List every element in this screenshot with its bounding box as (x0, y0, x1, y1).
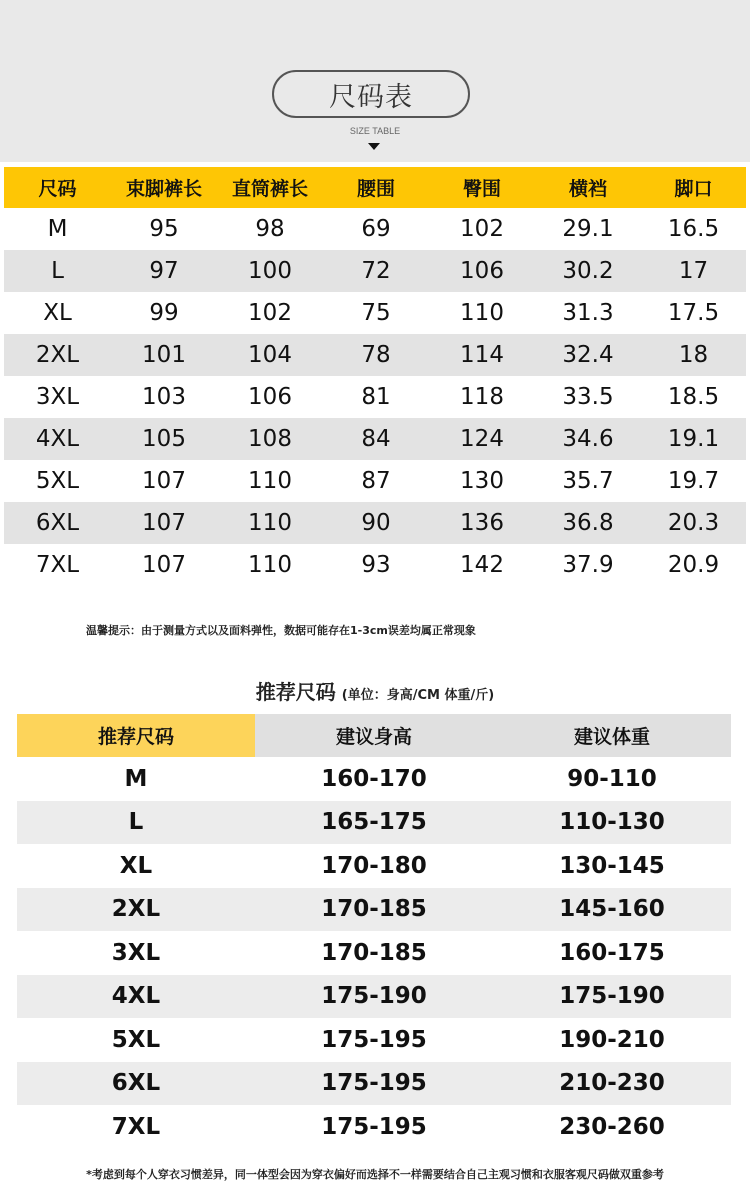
table-row (4, 460, 746, 502)
table-row (17, 757, 731, 801)
col-header-crotch: 横裆 (568, 178, 607, 200)
bottom-note: *考虑到每个人穿衣习惯差异，同一体型会因为穿衣偏好而选择不一样需要结合自己主观习惯和衣服客观尺码做双重参考 (86, 1168, 664, 1181)
table-cell: 170-180 (321, 852, 427, 879)
table-cell: 107 (142, 510, 186, 536)
table-row (4, 334, 746, 376)
table-cell: 110 (460, 300, 504, 326)
table-cell: 90-110 (567, 765, 657, 792)
table-cell: 78 (361, 342, 391, 368)
table-cell: 102 (460, 216, 504, 242)
table-cell: 99 (149, 300, 179, 326)
table-row (4, 502, 746, 544)
table-cell: 2XL (111, 896, 161, 923)
col-header-rec-size: 推荐尺码 (17, 714, 255, 757)
size-table (4, 167, 746, 586)
table-cell: 87 (361, 468, 391, 494)
table-cell: 170-185 (321, 939, 427, 966)
table-cell: 19.1 (667, 426, 720, 452)
table-cell: 20.9 (667, 552, 720, 578)
table-cell: 5XL (111, 1026, 161, 1053)
table-row (17, 801, 731, 845)
table-row (4, 292, 746, 334)
table-cell: 108 (248, 426, 292, 452)
table-cell: 124 (460, 426, 504, 452)
col-header-tapered-length: 束脚裤长 (125, 178, 202, 200)
page-title: 尺码表 (272, 70, 470, 118)
table-cell: 32.4 (562, 342, 614, 368)
table-cell: 6XL (111, 1070, 161, 1097)
table-row (4, 418, 746, 460)
table-cell: 103 (142, 384, 186, 410)
col-header-hip: 臀围 (462, 178, 501, 200)
table-cell: 18 (678, 342, 709, 368)
table-cell: 107 (142, 468, 186, 494)
table-cell: 19.7 (667, 468, 720, 494)
table-cell: 110 (248, 552, 292, 578)
table-row (17, 888, 731, 932)
table-cell: 33.5 (562, 384, 614, 410)
table-cell: 30.2 (562, 258, 614, 284)
table-cell: 16.5 (667, 216, 720, 242)
table-row (17, 1018, 731, 1062)
table-cell: 34.6 (562, 426, 614, 452)
table-cell: L (51, 258, 64, 284)
size-table-header (4, 167, 746, 208)
table-cell: 136 (460, 510, 504, 536)
measure-note: 温馨提示：由于测量方式以及面料弹性，数据可能存在1-3cm误差均属正常现象 (86, 624, 476, 637)
table-cell: L (128, 809, 144, 836)
recommend-title-text: 推荐尺码 (255, 680, 336, 704)
table-cell: 107 (142, 552, 186, 578)
col-header-waist: 腰围 (356, 178, 395, 200)
table-cell: 175-195 (321, 1070, 427, 1097)
table-cell: 175-195 (321, 1026, 427, 1053)
recommend-table (17, 714, 731, 1149)
table-cell: 98 (255, 216, 285, 242)
header-banner (0, 0, 750, 162)
table-cell: 17 (678, 258, 709, 284)
table-cell: 93 (361, 552, 391, 578)
table-cell: 95 (149, 216, 179, 242)
page-subtitle: SIZE TABLE (349, 126, 401, 136)
table-row (17, 975, 731, 1019)
table-cell: 35.7 (562, 468, 614, 494)
table-cell: 4XL (111, 983, 161, 1010)
table-cell: 5XL (35, 468, 80, 494)
table-cell: 145-160 (559, 896, 665, 923)
table-cell: 230-260 (559, 1113, 665, 1140)
table-cell: 130-145 (559, 852, 665, 879)
table-row (17, 844, 731, 888)
table-cell: 175-190 (559, 983, 665, 1010)
table-cell: 118 (460, 384, 504, 410)
table-row (4, 376, 746, 418)
table-row (17, 1062, 731, 1106)
table-cell: 105 (142, 426, 186, 452)
table-cell: 3XL (35, 384, 80, 410)
table-row (4, 250, 746, 292)
table-cell: 175-195 (321, 1113, 427, 1140)
table-cell: XL (119, 852, 153, 879)
recommend-table-header (17, 714, 731, 757)
table-cell: 106 (460, 258, 504, 284)
col-header-rec-height: 建议身高 (255, 714, 493, 757)
table-cell: 170-185 (321, 896, 427, 923)
table-cell: 104 (248, 342, 292, 368)
table-cell: 3XL (111, 939, 161, 966)
table-cell: 72 (361, 258, 391, 284)
table-cell: 29.1 (562, 216, 614, 242)
table-cell: 36.8 (562, 510, 614, 536)
table-cell: 75 (361, 300, 391, 326)
table-cell: 160-175 (559, 939, 665, 966)
table-cell: 110-130 (559, 809, 665, 836)
table-cell: 160-170 (321, 765, 427, 792)
table-cell: 190-210 (559, 1026, 665, 1053)
table-cell: 110 (248, 468, 292, 494)
table-cell: 142 (460, 552, 504, 578)
col-header-straight-length: 直筒裤长 (231, 178, 308, 200)
down-arrow-icon (368, 143, 380, 150)
recommend-title (0, 676, 750, 705)
table-cell: 106 (248, 384, 292, 410)
table-cell: 165-175 (321, 809, 427, 836)
table-cell: 101 (142, 342, 186, 368)
table-cell: 130 (460, 468, 504, 494)
table-cell: 97 (149, 258, 179, 284)
table-row (4, 208, 746, 250)
table-cell: 7XL (35, 552, 80, 578)
table-cell: 69 (361, 216, 391, 242)
table-cell: 7XL (111, 1113, 161, 1140)
table-row (4, 544, 746, 586)
table-cell: M (124, 765, 148, 792)
table-cell: 81 (361, 384, 391, 410)
table-cell: M (47, 216, 68, 242)
table-cell: 37.9 (562, 552, 614, 578)
table-cell: 210-230 (559, 1070, 665, 1097)
table-row (17, 1105, 731, 1149)
table-cell: 110 (248, 510, 292, 536)
table-cell: 2XL (35, 342, 80, 368)
table-cell: 102 (248, 300, 292, 326)
table-cell: 114 (460, 342, 504, 368)
col-header-leg-opening: 脚口 (674, 178, 713, 200)
table-row (17, 931, 731, 975)
table-cell: 90 (361, 510, 391, 536)
col-header-size: 尺码 (38, 178, 77, 200)
table-cell: XL (43, 300, 72, 326)
table-cell: 31.3 (562, 300, 614, 326)
table-cell: 17.5 (667, 300, 720, 326)
table-cell: 100 (248, 258, 292, 284)
table-cell: 6XL (35, 510, 80, 536)
table-cell: 20.3 (667, 510, 720, 536)
table-cell: 4XL (35, 426, 80, 452)
col-header-rec-weight: 建议体重 (493, 714, 731, 757)
recommend-unit-text: (单位：身高/CM 体重/斤) (341, 688, 495, 703)
table-cell: 18.5 (667, 384, 720, 410)
table-cell: 84 (361, 426, 391, 452)
table-cell: 175-190 (321, 983, 427, 1010)
